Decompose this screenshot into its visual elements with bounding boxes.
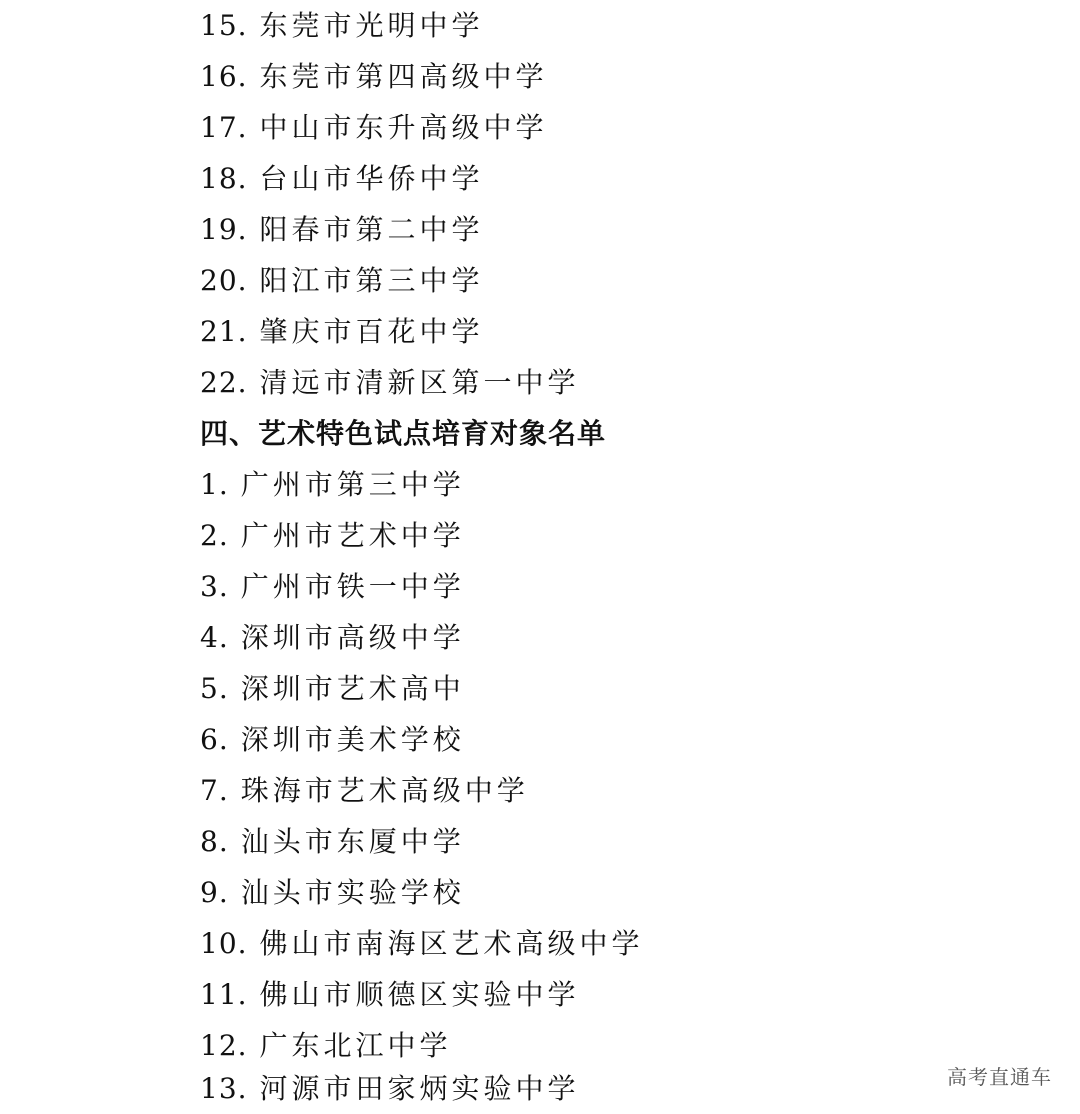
school-name: 台山市华侨中学 xyxy=(259,162,484,195)
item-number: 17. xyxy=(200,111,248,144)
list-item xyxy=(200,102,548,153)
list-item xyxy=(200,255,484,306)
school-name: 阳春市第二中学 xyxy=(259,213,484,246)
item-number: 8. xyxy=(200,825,229,858)
school-name: 清远市清新区第一中学 xyxy=(259,366,580,399)
item-number: 2. xyxy=(200,519,229,552)
item-number: 13. xyxy=(200,1072,248,1105)
item-number: 21. xyxy=(200,315,248,348)
list-item xyxy=(200,612,465,663)
school-name: 阳江市第三中学 xyxy=(259,264,484,297)
section-heading: 四、艺术特色试点培育对象名单 xyxy=(200,417,607,450)
item-number: 1. xyxy=(200,468,229,501)
list-item xyxy=(200,714,465,765)
list-item xyxy=(200,204,484,255)
school-name: 东莞市光明中学 xyxy=(259,9,484,42)
list-item xyxy=(200,1063,580,1114)
item-number: 22. xyxy=(200,366,248,399)
school-name: 广州市艺术中学 xyxy=(240,519,465,552)
item-number: 11. xyxy=(200,978,248,1011)
school-name: 广东北江中学 xyxy=(259,1029,452,1062)
school-name: 河源市田家炳实验中学 xyxy=(259,1072,580,1105)
list-item xyxy=(200,867,465,918)
list-item xyxy=(200,816,465,867)
item-number: 15. xyxy=(200,9,248,42)
item-number: 16. xyxy=(200,60,248,93)
item-number: 7. xyxy=(200,774,229,807)
item-number: 20. xyxy=(200,264,248,297)
list-item xyxy=(200,663,465,714)
item-number: 5. xyxy=(200,672,229,705)
school-name: 深圳市艺术高中 xyxy=(240,672,465,705)
item-number: 18. xyxy=(200,162,248,195)
school-name: 佛山市顺德区实验中学 xyxy=(259,978,580,1011)
list-item xyxy=(200,918,644,969)
school-name: 中山市东升高级中学 xyxy=(259,111,548,144)
item-number: 12. xyxy=(200,1029,248,1062)
item-number: 6. xyxy=(200,723,229,756)
item-number: 3. xyxy=(200,570,229,603)
school-name: 广州市铁一中学 xyxy=(240,570,465,603)
school-name: 汕头市实验学校 xyxy=(240,876,465,909)
school-name: 佛山市南海区艺术高级中学 xyxy=(259,927,644,960)
list-item xyxy=(200,765,529,816)
item-number: 9. xyxy=(200,876,229,909)
item-number: 10. xyxy=(200,927,248,960)
school-name: 东莞市第四高级中学 xyxy=(259,60,548,93)
item-number: 19. xyxy=(200,213,248,246)
watermark: 高考直通车 xyxy=(947,1065,1052,1089)
list-item xyxy=(200,510,465,561)
school-name: 肇庆市百花中学 xyxy=(259,315,484,348)
item-number: 4. xyxy=(200,621,229,654)
school-name: 珠海市艺术高级中学 xyxy=(240,774,529,807)
school-name: 广州市第三中学 xyxy=(240,468,465,501)
list-item xyxy=(200,459,465,510)
list-item xyxy=(200,0,484,51)
list-item xyxy=(200,561,465,612)
list-item xyxy=(200,51,548,102)
list-item xyxy=(200,357,580,408)
list-item xyxy=(200,306,484,357)
school-name: 汕头市东厦中学 xyxy=(240,825,465,858)
school-name: 深圳市美术学校 xyxy=(240,723,465,756)
list-item xyxy=(200,969,580,1020)
school-name: 深圳市高级中学 xyxy=(240,621,465,654)
list-item xyxy=(200,153,484,204)
